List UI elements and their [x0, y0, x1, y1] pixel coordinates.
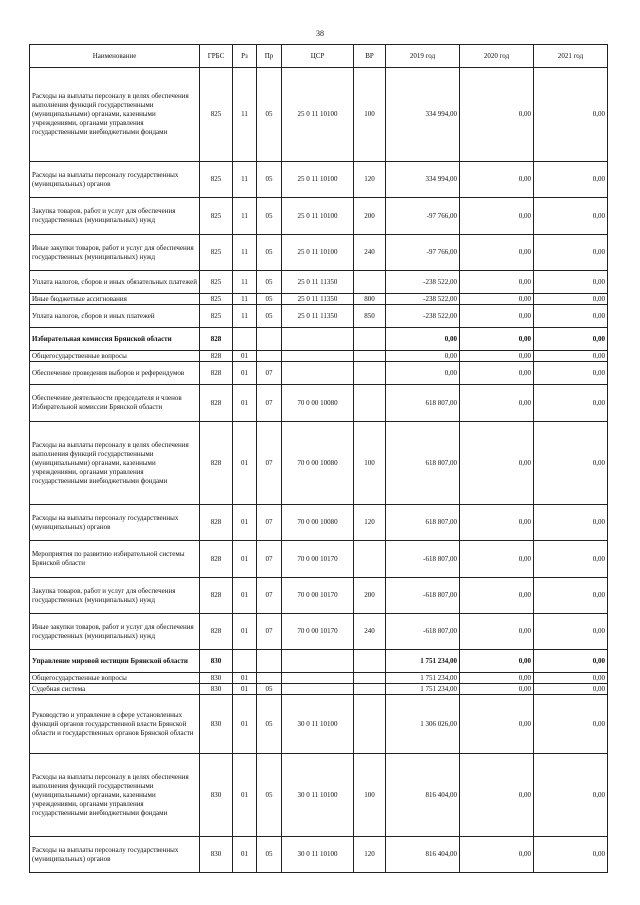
table-row — [30, 837, 608, 873]
cell-pr — [257, 673, 282, 684]
table-row — [30, 684, 608, 695]
cell-vr: 120 — [354, 162, 386, 198]
table-row — [30, 271, 608, 294]
cell-grbs: 828 — [200, 614, 233, 650]
cell-2021: 0,00 — [534, 541, 608, 578]
table-row — [30, 351, 608, 362]
cell-2019: 334 994,00 — [386, 68, 460, 162]
cell-2020: 0,00 — [460, 198, 534, 235]
cell-vr — [354, 328, 386, 351]
cell-2019: 0,00 — [386, 351, 460, 362]
cell-pr: 07 — [257, 385, 282, 422]
cell-rz: 01 — [233, 754, 257, 837]
cell-pr: 07 — [257, 505, 282, 541]
table-body — [30, 68, 608, 873]
cell-grbs: 830 — [200, 837, 233, 873]
cell-grbs: 825 — [200, 198, 233, 235]
cell-vr: 800 — [354, 294, 386, 305]
cell-grbs: 830 — [200, 754, 233, 837]
cell-2020: 0,00 — [460, 541, 534, 578]
cell-csr — [282, 351, 354, 362]
table-row — [30, 695, 608, 754]
cell-vr: 240 — [354, 614, 386, 650]
cell-vr: 200 — [354, 198, 386, 235]
cell-2021: 0,00 — [534, 673, 608, 684]
cell-name: Общегосударственные вопросы — [30, 351, 200, 362]
cell-vr: 200 — [354, 578, 386, 614]
cell-grbs: 828 — [200, 328, 233, 351]
cell-2021: 0,00 — [534, 162, 608, 198]
cell-2019: -618 807,00 — [386, 614, 460, 650]
cell-2019: -238 522,00 — [386, 294, 460, 305]
cell-2021: 0,00 — [534, 650, 608, 673]
cell-pr: 05 — [257, 162, 282, 198]
cell-vr: 120 — [354, 505, 386, 541]
cell-2021: 0,00 — [534, 362, 608, 385]
cell-2019: -97 766,00 — [386, 198, 460, 235]
cell-2020: 0,00 — [460, 68, 534, 162]
cell-2019: 334 994,00 — [386, 162, 460, 198]
table-row — [30, 305, 608, 328]
cell-grbs: 830 — [200, 684, 233, 695]
cell-2020: 0,00 — [460, 754, 534, 837]
header-grbs: ГРБС — [200, 45, 233, 68]
cell-pr: 07 — [257, 614, 282, 650]
cell-2021: 0,00 — [534, 684, 608, 695]
cell-vr: 100 — [354, 754, 386, 837]
header-2020: 2020 год — [460, 45, 534, 68]
cell-2021: 0,00 — [534, 198, 608, 235]
cell-2021: 0,00 — [534, 695, 608, 754]
cell-2021: 0,00 — [534, 614, 608, 650]
cell-grbs: 830 — [200, 695, 233, 754]
cell-2021: 0,00 — [534, 68, 608, 162]
header-name: Наименование — [30, 45, 200, 68]
cell-csr: 70 0 00 10080 — [282, 422, 354, 505]
cell-pr: 05 — [257, 684, 282, 695]
cell-2020: 0,00 — [460, 578, 534, 614]
cell-2019: -238 522,00 — [386, 305, 460, 328]
cell-name: Расходы на выплаты персоналу в целях обеспечения выполнения функций государственными (муниципальными) органами, казенными учреждениями, органами управления государственными внебюджетными фондами — [30, 68, 200, 162]
cell-name: Обеспечение проведения выборов и референдумов — [30, 362, 200, 385]
table-row — [30, 578, 608, 614]
cell-2021: 0,00 — [534, 385, 608, 422]
cell-vr — [354, 684, 386, 695]
cell-vr: 850 — [354, 305, 386, 328]
cell-vr — [354, 650, 386, 673]
cell-rz: 01 — [233, 422, 257, 505]
cell-2020: 0,00 — [460, 351, 534, 362]
table-row — [30, 673, 608, 684]
cell-vr: 120 — [354, 837, 386, 873]
cell-2019: 618 807,00 — [386, 385, 460, 422]
cell-name: Расходы на выплаты персоналу в целях обеспечения выполнения функций государственными (муниципальными) органами, казенными учреждениями, органами управления государственными внебюджетными фондами — [30, 754, 200, 837]
cell-rz: 01 — [233, 673, 257, 684]
cell-rz: 01 — [233, 351, 257, 362]
table-row — [30, 422, 608, 505]
header-pr: Пр — [257, 45, 282, 68]
cell-rz: 01 — [233, 695, 257, 754]
cell-rz: 01 — [233, 362, 257, 385]
cell-name: Расходы на выплаты персоналу в целях обеспечения выполнения функций государственными (муниципальными) органами, казенными учреждениями, органами управления государственными внебюджетными фондами — [30, 422, 200, 505]
cell-2020: 0,00 — [460, 235, 534, 271]
cell-2021: 0,00 — [534, 294, 608, 305]
cell-2019: 1 751 234,00 — [386, 684, 460, 695]
cell-csr — [282, 673, 354, 684]
cell-name: Мероприятия по развитию избирательной системы Брянской области — [30, 541, 200, 578]
cell-csr: 70 0 00 10080 — [282, 505, 354, 541]
cell-grbs: 828 — [200, 362, 233, 385]
cell-grbs: 825 — [200, 162, 233, 198]
cell-2021: 0,00 — [534, 351, 608, 362]
cell-2020: 0,00 — [460, 505, 534, 541]
cell-pr: 05 — [257, 235, 282, 271]
cell-name: Расходы на выплаты персоналу государственных (муниципальных) органов — [30, 162, 200, 198]
cell-rz: 01 — [233, 505, 257, 541]
cell-2021: 0,00 — [534, 328, 608, 351]
cell-rz: 01 — [233, 385, 257, 422]
cell-name: Избирательная комиссия Брянской области — [30, 328, 200, 351]
cell-csr — [282, 362, 354, 385]
cell-name: Обеспечение деятельности председателя и членов Избирательной комиссии Брянской области — [30, 385, 200, 422]
cell-pr — [257, 650, 282, 673]
cell-csr: 25 0 11 10100 — [282, 198, 354, 235]
cell-grbs: 825 — [200, 68, 233, 162]
cell-2021: 0,00 — [534, 271, 608, 294]
cell-2020: 0,00 — [460, 695, 534, 754]
cell-vr — [354, 673, 386, 684]
cell-grbs: 828 — [200, 422, 233, 505]
cell-2021: 0,00 — [534, 505, 608, 541]
cell-2019: 1 751 234,00 — [386, 650, 460, 673]
header-vr: ВР — [354, 45, 386, 68]
cell-csr: 70 0 00 10080 — [282, 385, 354, 422]
table-row — [30, 68, 608, 162]
cell-rz: 11 — [233, 162, 257, 198]
cell-name: Судебная система — [30, 684, 200, 695]
cell-rz — [233, 328, 257, 351]
cell-name: Закупка товаров, работ и услуг для обеспечения государственных (муниципальных) нужд — [30, 578, 200, 614]
cell-csr: 70 0 00 10170 — [282, 614, 354, 650]
header-2021: 2021 год — [534, 45, 608, 68]
cell-name: Иные закупки товаров, работ и услуг для обеспечения государственных (муниципальных) нужд — [30, 235, 200, 271]
cell-csr: 25 0 11 10100 — [282, 162, 354, 198]
cell-grbs: 825 — [200, 294, 233, 305]
cell-name: Общегосударственные вопросы — [30, 673, 200, 684]
cell-pr: 05 — [257, 305, 282, 328]
cell-2021: 0,00 — [534, 235, 608, 271]
cell-vr — [354, 541, 386, 578]
cell-2020: 0,00 — [460, 650, 534, 673]
cell-2019: 0,00 — [386, 362, 460, 385]
cell-2019: -238 522,00 — [386, 271, 460, 294]
cell-2019: 816 404,00 — [386, 837, 460, 873]
cell-2019: 618 807,00 — [386, 422, 460, 505]
cell-csr: 70 0 00 10170 — [282, 578, 354, 614]
table-row — [30, 505, 608, 541]
cell-vr — [354, 351, 386, 362]
header-rz: Рз — [233, 45, 257, 68]
cell-2020: 0,00 — [460, 614, 534, 650]
cell-2020: 0,00 — [460, 328, 534, 351]
cell-vr: 100 — [354, 422, 386, 505]
cell-csr: 25 0 11 11350 — [282, 271, 354, 294]
cell-pr: 07 — [257, 541, 282, 578]
table-row — [30, 541, 608, 578]
cell-vr — [354, 385, 386, 422]
cell-2021: 0,00 — [534, 837, 608, 873]
table-row — [30, 385, 608, 422]
cell-grbs: 830 — [200, 673, 233, 684]
cell-name: Управление мировой юстиции Брянской области — [30, 650, 200, 673]
cell-name: Расходы на выплаты персоналу государственных (муниципальных) органов — [30, 505, 200, 541]
cell-name: Расходы на выплаты персоналу государственных (муниципальных) органов — [30, 837, 200, 873]
cell-rz: 11 — [233, 235, 257, 271]
cell-2020: 0,00 — [460, 385, 534, 422]
table-row — [30, 650, 608, 673]
cell-2019: 816 404,00 — [386, 754, 460, 837]
cell-name: Иные закупки товаров, работ и услуг для обеспечения государственных (муниципальных) нужд — [30, 614, 200, 650]
cell-csr: 30 0 11 10100 — [282, 695, 354, 754]
cell-2019: 0,00 — [386, 328, 460, 351]
cell-2020: 0,00 — [460, 271, 534, 294]
cell-name: Уплата налогов, сборов и иных платежей — [30, 305, 200, 328]
cell-rz: 11 — [233, 198, 257, 235]
cell-name: Иные бюджетные ассигнования — [30, 294, 200, 305]
cell-pr — [257, 328, 282, 351]
cell-grbs: 825 — [200, 271, 233, 294]
cell-vr — [354, 271, 386, 294]
cell-pr: 05 — [257, 837, 282, 873]
cell-2020: 0,00 — [460, 294, 534, 305]
cell-csr — [282, 328, 354, 351]
cell-2019: -97 766,00 — [386, 235, 460, 271]
table-row — [30, 198, 608, 235]
cell-2021: 0,00 — [534, 305, 608, 328]
cell-csr: 30 0 11 10100 — [282, 837, 354, 873]
table-row — [30, 754, 608, 837]
cell-pr: 05 — [257, 294, 282, 305]
cell-2021: 0,00 — [534, 578, 608, 614]
cell-2019: -618 807,00 — [386, 541, 460, 578]
budget-table — [29, 44, 608, 873]
cell-rz: 11 — [233, 294, 257, 305]
cell-csr: 25 0 11 10100 — [282, 68, 354, 162]
cell-2020: 0,00 — [460, 684, 534, 695]
cell-grbs: 828 — [200, 578, 233, 614]
cell-csr: 25 0 11 11350 — [282, 305, 354, 328]
cell-csr — [282, 684, 354, 695]
cell-pr: 05 — [257, 695, 282, 754]
cell-grbs: 828 — [200, 541, 233, 578]
cell-csr: 30 0 11 10100 — [282, 754, 354, 837]
cell-2020: 0,00 — [460, 422, 534, 505]
cell-2019: 1 751 234,00 — [386, 673, 460, 684]
cell-pr — [257, 351, 282, 362]
cell-grbs: 830 — [200, 650, 233, 673]
cell-2021: 0,00 — [534, 422, 608, 505]
cell-grbs: 828 — [200, 385, 233, 422]
cell-2020: 0,00 — [460, 837, 534, 873]
table-row — [30, 614, 608, 650]
cell-rz: 01 — [233, 578, 257, 614]
cell-csr: 70 0 00 10170 — [282, 541, 354, 578]
table-row — [30, 162, 608, 198]
cell-rz — [233, 650, 257, 673]
table-row — [30, 328, 608, 351]
cell-rz: 01 — [233, 837, 257, 873]
cell-rz: 11 — [233, 68, 257, 162]
cell-grbs: 828 — [200, 351, 233, 362]
cell-grbs: 825 — [200, 235, 233, 271]
cell-pr: 05 — [257, 198, 282, 235]
header-row — [30, 45, 608, 68]
table-row — [30, 235, 608, 271]
cell-name: Уплата налогов, сборов и иных обязательных платежей — [30, 271, 200, 294]
cell-rz: 01 — [233, 541, 257, 578]
cell-pr: 05 — [257, 68, 282, 162]
cell-name: Закупка товаров, работ и услуг для обеспечения государственных (муниципальных) нужд — [30, 198, 200, 235]
cell-pr: 07 — [257, 362, 282, 385]
table-row — [30, 294, 608, 305]
cell-grbs: 825 — [200, 305, 233, 328]
cell-2019: 618 807,00 — [386, 505, 460, 541]
header-2019: 2019 год — [386, 45, 460, 68]
cell-rz: 01 — [233, 614, 257, 650]
cell-vr — [354, 695, 386, 754]
cell-vr — [354, 362, 386, 385]
cell-2020: 0,00 — [460, 673, 534, 684]
cell-2021: 0,00 — [534, 754, 608, 837]
cell-rz: 01 — [233, 684, 257, 695]
cell-rz: 11 — [233, 305, 257, 328]
table-row — [30, 362, 608, 385]
header-csr: ЦСР — [282, 45, 354, 68]
cell-grbs: 828 — [200, 505, 233, 541]
page-number: 38 — [316, 29, 324, 38]
cell-2020: 0,00 — [460, 305, 534, 328]
cell-csr: 25 0 11 10100 — [282, 235, 354, 271]
cell-2020: 0,00 — [460, 162, 534, 198]
cell-2019: -618 807,00 — [386, 578, 460, 614]
cell-pr: 05 — [257, 271, 282, 294]
cell-pr: 05 — [257, 754, 282, 837]
cell-2019: 1 306 026,00 — [386, 695, 460, 754]
cell-name: Руководство и управление в сфере установленных функций органов государственной власти Брянской области и государственных органов Брянской области — [30, 695, 200, 754]
cell-rz: 11 — [233, 271, 257, 294]
cell-csr — [282, 650, 354, 673]
cell-pr: 07 — [257, 422, 282, 505]
cell-pr: 07 — [257, 578, 282, 614]
cell-2020: 0,00 — [460, 362, 534, 385]
cell-vr: 100 — [354, 68, 386, 162]
cell-vr: 240 — [354, 235, 386, 271]
cell-csr: 25 0 11 11350 — [282, 294, 354, 305]
